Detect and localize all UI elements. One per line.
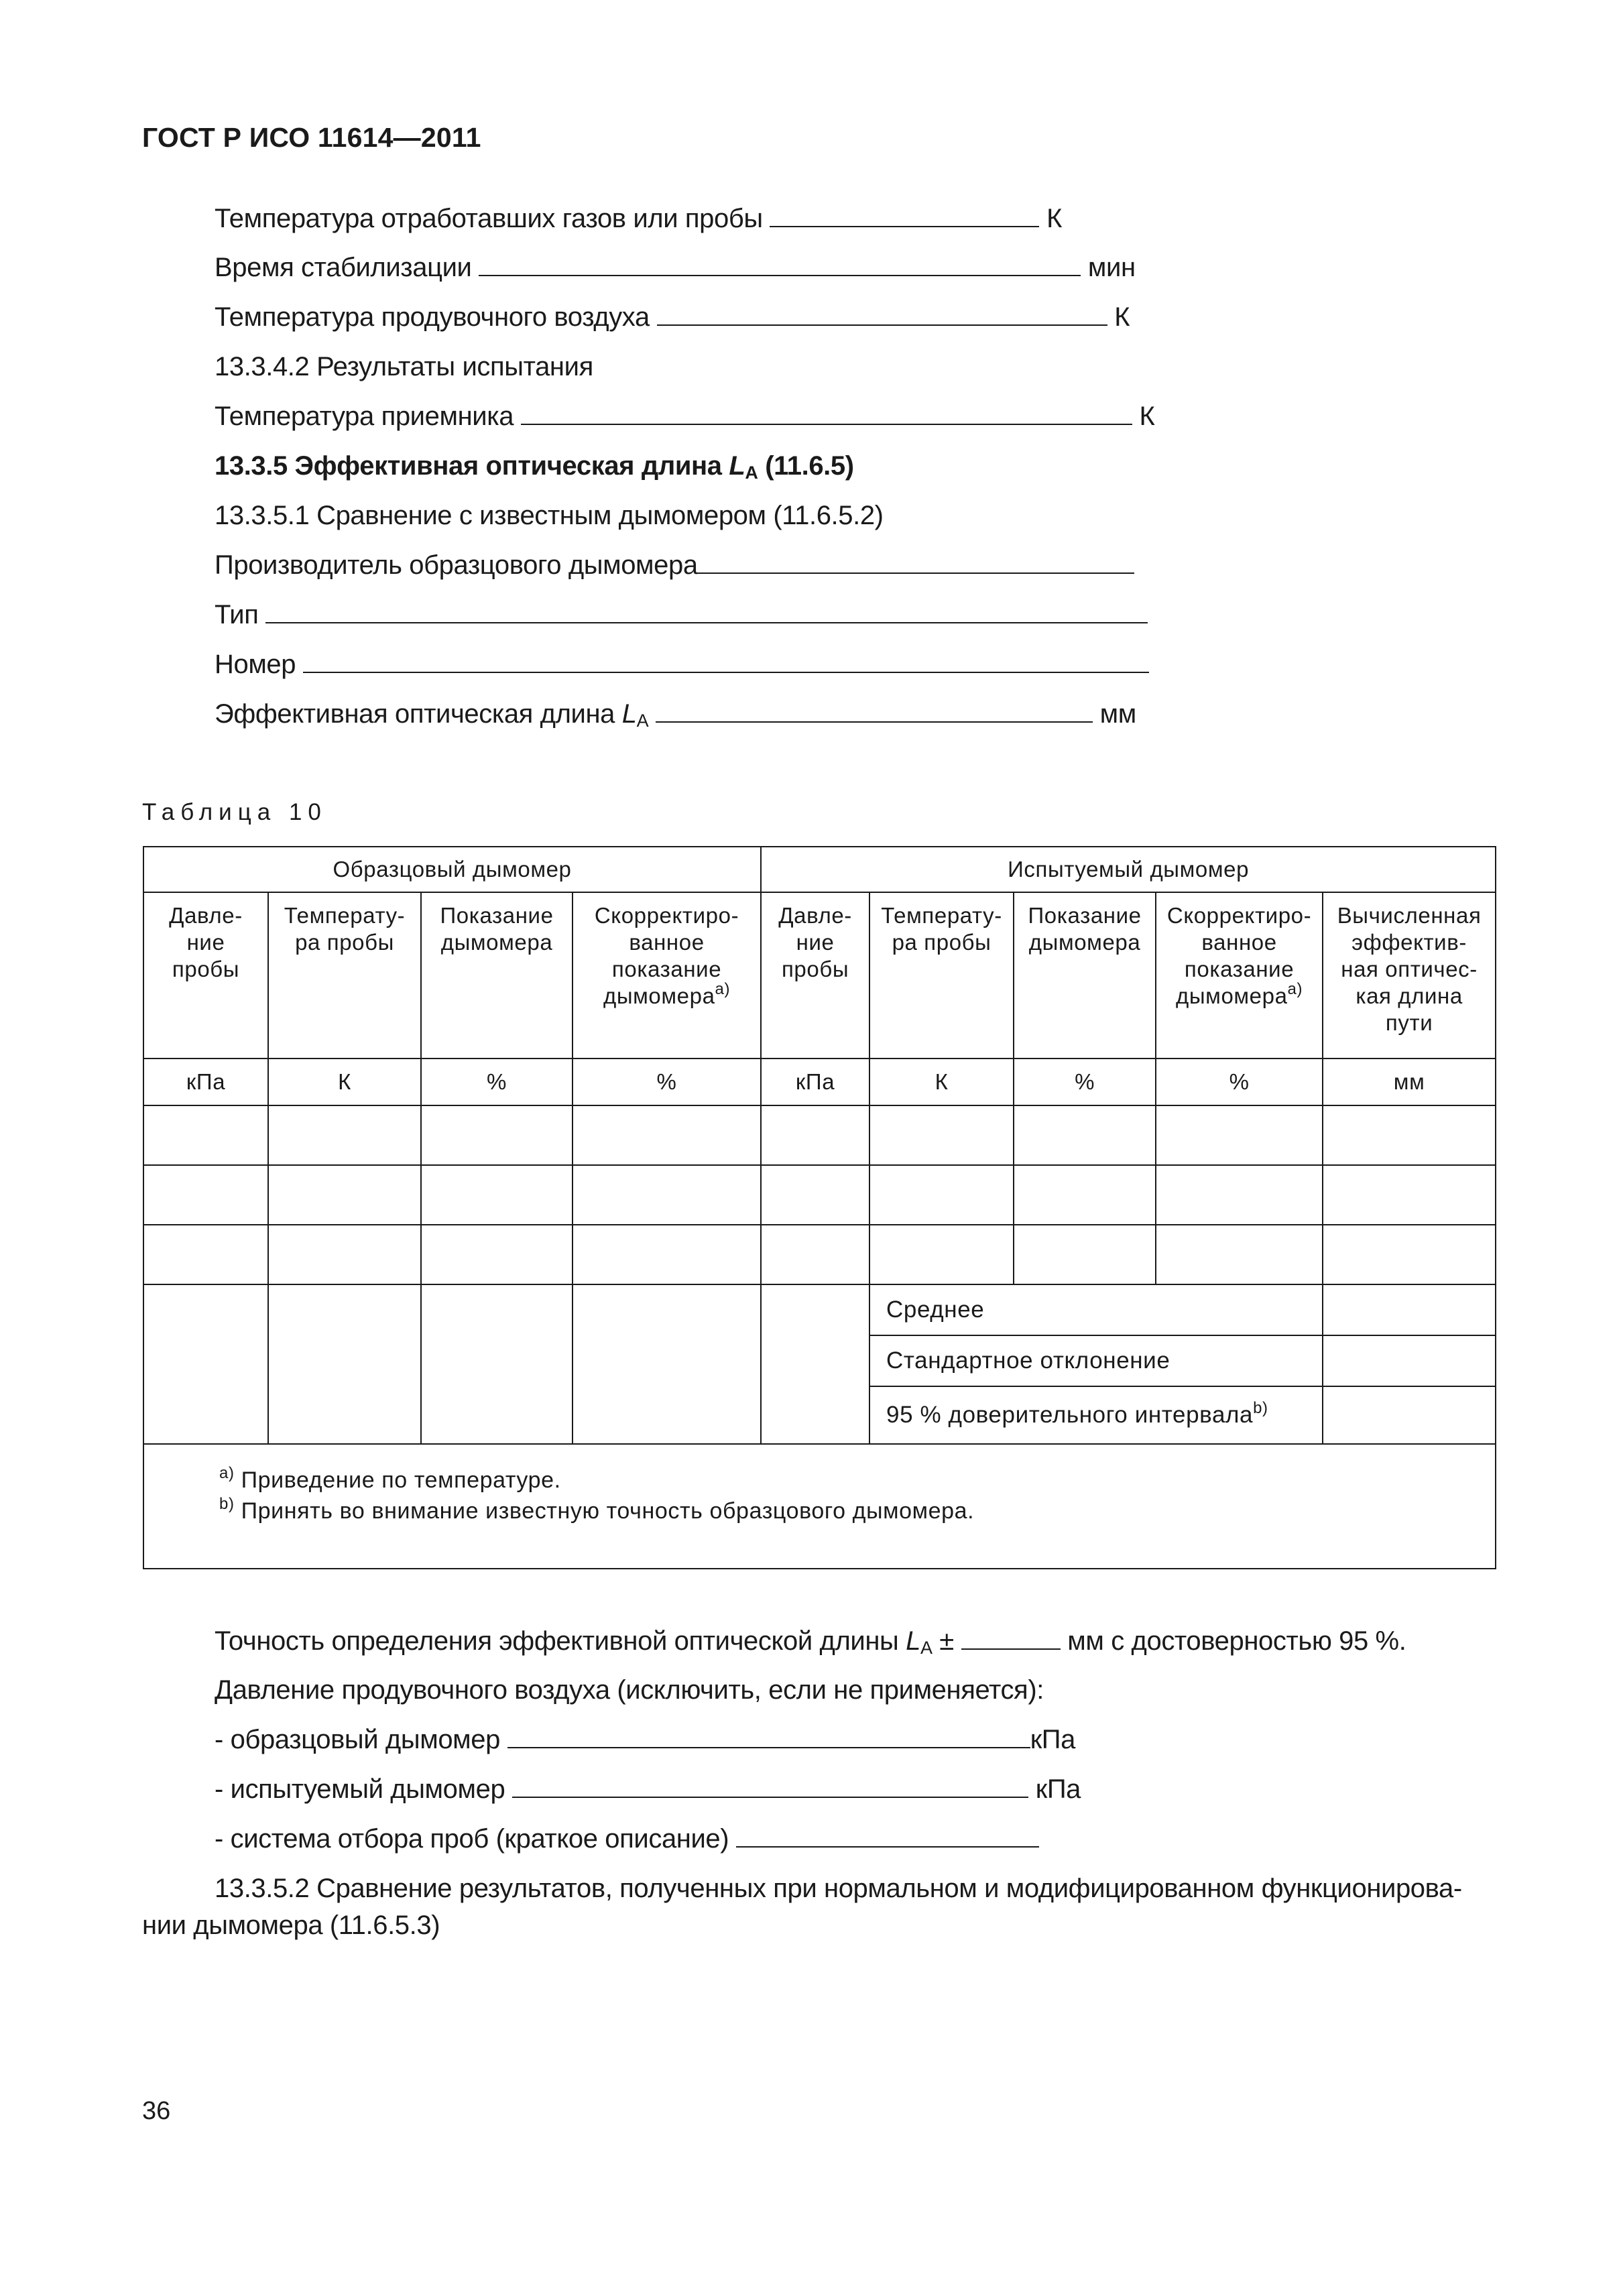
field-unit: мм: [1099, 699, 1136, 729]
field-label: Номер: [215, 650, 296, 679]
footnote-a: [219, 1465, 1495, 1496]
data-cell[interactable]: [421, 1225, 573, 1284]
unit-cell: мм: [1323, 1059, 1496, 1105]
field-label: - система отбора проб (краткое описание): [215, 1824, 729, 1854]
field-type: [215, 599, 1148, 631]
unit-cell: %: [421, 1059, 573, 1105]
field-sampling-system: [215, 1823, 1039, 1855]
plus-minus: ±: [932, 1626, 954, 1656]
data-cell[interactable]: [421, 1165, 573, 1225]
field-unit: К: [1046, 204, 1063, 233]
field-unit: кПа: [1035, 1774, 1081, 1804]
unit-cell: К: [268, 1059, 421, 1105]
data-cell[interactable]: [1323, 1165, 1496, 1225]
summary-ci-text: 95 % доверительного интервала: [886, 1402, 1254, 1428]
data-cell[interactable]: [1323, 1225, 1496, 1284]
summary-mean-value[interactable]: [1323, 1284, 1496, 1335]
footnote-b: [219, 1496, 1495, 1526]
data-cell[interactable]: [268, 1105, 421, 1165]
section-heading-text: 13.3.5 Эффективная оптическая длина: [215, 451, 729, 481]
field-eff-length: [215, 698, 1136, 730]
unit-cell: %: [1014, 1059, 1156, 1105]
col-header: Давле- ние пробы: [143, 892, 268, 1059]
symbol-l: L: [621, 699, 637, 729]
summary-std-label: Стандартное отклонение: [869, 1335, 1323, 1386]
summary-std-value[interactable]: [1323, 1335, 1496, 1386]
blank-line[interactable]: [479, 252, 1081, 276]
field-unit: К: [1114, 302, 1130, 332]
col-header: [1156, 892, 1323, 1059]
table-caption: Таблица 10: [142, 799, 327, 825]
field-label: - испытуемый дымомер: [215, 1774, 505, 1804]
summary-ci-label: [869, 1386, 1323, 1444]
col-header: Давле- ние пробы: [761, 892, 869, 1059]
data-cell[interactable]: [761, 1105, 869, 1165]
col-header: Показание дымомера: [421, 892, 573, 1059]
data-cell[interactable]: [143, 1284, 268, 1444]
data-cell[interactable]: [143, 1165, 268, 1225]
field-receiver-temp: [215, 400, 1154, 432]
col-header-text: Скорректиро- ванное показание дымомера: [594, 903, 739, 1008]
section-ref: (11.6.5): [758, 451, 854, 481]
data-cell[interactable]: [1014, 1225, 1156, 1284]
unit-cell: кПа: [761, 1059, 869, 1105]
col-header: [573, 892, 761, 1059]
field-label: Эффективная оптическая длина: [215, 699, 622, 729]
blank-line[interactable]: [657, 302, 1107, 326]
table-10: [143, 846, 1496, 1569]
col-header: Температу- ра пробы: [869, 892, 1014, 1059]
unit-cell: кПа: [143, 1059, 268, 1105]
comparison-paragraph-line1: 13.3.5.2 Сравнение результатов, полученных при нормальном и модифицированном функционирова-: [215, 1874, 1462, 1903]
data-cell[interactable]: [573, 1105, 761, 1165]
data-cell[interactable]: [268, 1284, 421, 1444]
data-cell[interactable]: [761, 1165, 869, 1225]
footnote-mark: b): [1253, 1399, 1268, 1417]
field-label: Время стабилизации: [215, 253, 472, 282]
accuracy-text: Точность определения эффективной оптической длины: [215, 1626, 906, 1656]
field-label: Тип: [215, 600, 259, 629]
footnote-mark: a): [1287, 980, 1303, 998]
symbol-sub: A: [920, 1638, 933, 1658]
data-cell[interactable]: [573, 1165, 761, 1225]
blank-line[interactable]: [656, 699, 1093, 723]
data-cell[interactable]: [421, 1284, 573, 1444]
page-number: 36: [142, 2097, 171, 2125]
field-ref-meter-pressure: [215, 1724, 1075, 1756]
footnote-mark: a): [219, 1464, 235, 1482]
table-row: [143, 1105, 1496, 1165]
field-label: Температура отработавших газов или пробы: [215, 204, 763, 233]
data-cell[interactable]: [1156, 1165, 1323, 1225]
blank-line[interactable]: [698, 550, 1134, 574]
accuracy-line: [215, 1625, 1406, 1657]
data-cell[interactable]: [761, 1284, 869, 1444]
table-row: [143, 1225, 1496, 1284]
data-cell[interactable]: [143, 1105, 268, 1165]
footnote-text: Приведение по температуре.: [241, 1467, 561, 1493]
results-heading: 13.3.4.2 Результаты испытания: [215, 352, 593, 381]
col-header: Вычисленная эффектив- ная оптичес- кая длина пути: [1323, 892, 1496, 1059]
data-cell[interactable]: [573, 1225, 761, 1284]
field-exhaust-temp: [215, 202, 1062, 235]
symbol-l: L: [729, 451, 745, 481]
field-unit: мин: [1087, 253, 1136, 282]
blank-line[interactable]: [265, 599, 1148, 623]
field-unit: К: [1139, 402, 1155, 431]
data-cell[interactable]: [869, 1225, 1014, 1284]
field-label: Температура приемника: [215, 402, 514, 431]
data-cell[interactable]: [143, 1225, 268, 1284]
footnote-text: Принять во внимание известную точность образцового дымомера.: [241, 1498, 975, 1524]
summary-ci-value[interactable]: [1323, 1386, 1496, 1444]
symbol-sub: A: [636, 711, 649, 731]
accuracy-suffix: мм с достоверностью 95 %.: [1060, 1626, 1406, 1656]
unit-cell: %: [573, 1059, 761, 1105]
data-cell[interactable]: [1156, 1225, 1323, 1284]
field-number: [215, 648, 1149, 680]
unit-cell: К: [869, 1059, 1014, 1105]
field-test-meter-pressure: [215, 1773, 1081, 1805]
blank-line[interactable]: [736, 1823, 1039, 1848]
blank-line[interactable]: [521, 401, 1132, 425]
field-unit: кПа: [1030, 1725, 1075, 1754]
summary-mean-label: Среднее: [869, 1284, 1323, 1335]
field-stab-time: [215, 251, 1136, 284]
field-purge-temp: [215, 301, 1130, 333]
field-label: Температура продувочного воздуха: [215, 302, 650, 332]
subsection-heading: 13.3.5.1 Сравнение с известным дымомером (11.6.5.2): [215, 501, 884, 530]
footnote-mark: b): [219, 1495, 235, 1513]
symbol-sub: A: [745, 463, 758, 483]
data-cell[interactable]: [573, 1284, 761, 1444]
col-header-text: Скорректиро- ванное показание дымомера: [1166, 903, 1312, 1008]
footnote-mark: a): [715, 980, 731, 998]
data-cell[interactable]: [1014, 1165, 1156, 1225]
data-cell[interactable]: [1156, 1105, 1323, 1165]
data-cell[interactable]: [421, 1105, 573, 1165]
document-header: ГОСТ Р ИСО 11614—2011: [142, 122, 481, 153]
field-ref-manufacturer: [215, 549, 1134, 581]
data-cell[interactable]: [1323, 1105, 1496, 1165]
field-label: Производитель образцового дымомера: [215, 550, 698, 580]
col-header: Показание дымомера: [1014, 892, 1156, 1059]
field-label: - образцовый дымомер: [215, 1725, 500, 1754]
data-cell[interactable]: [761, 1225, 869, 1284]
blank-line[interactable]: [512, 1774, 1028, 1798]
blank-line[interactable]: [303, 649, 1149, 673]
col-header: Температу- ра пробы: [268, 892, 421, 1059]
data-cell[interactable]: [268, 1225, 421, 1284]
group-ref-meter: Образцовый дымомер: [143, 847, 761, 892]
table-row: [143, 1165, 1496, 1225]
blank-line[interactable]: [770, 203, 1039, 227]
symbol-l: L: [906, 1626, 920, 1656]
data-cell[interactable]: [1014, 1105, 1156, 1165]
purge-pressure-heading: Давление продувочного воздуха (исключить, если не применяется):: [215, 1675, 1044, 1705]
blank-line[interactable]: [507, 1724, 1030, 1748]
blank-line[interactable]: [961, 1626, 1061, 1650]
data-cell[interactable]: [268, 1165, 421, 1225]
data-cell[interactable]: [869, 1105, 1014, 1165]
group-test-meter: Испытуемый дымомер: [761, 847, 1496, 892]
table-footnotes: [143, 1444, 1496, 1569]
comparison-paragraph-line2: нии дымомера (11.6.5.3): [142, 1911, 440, 1940]
unit-cell: %: [1156, 1059, 1323, 1105]
section-heading: [215, 450, 854, 482]
data-cell[interactable]: [869, 1165, 1014, 1225]
